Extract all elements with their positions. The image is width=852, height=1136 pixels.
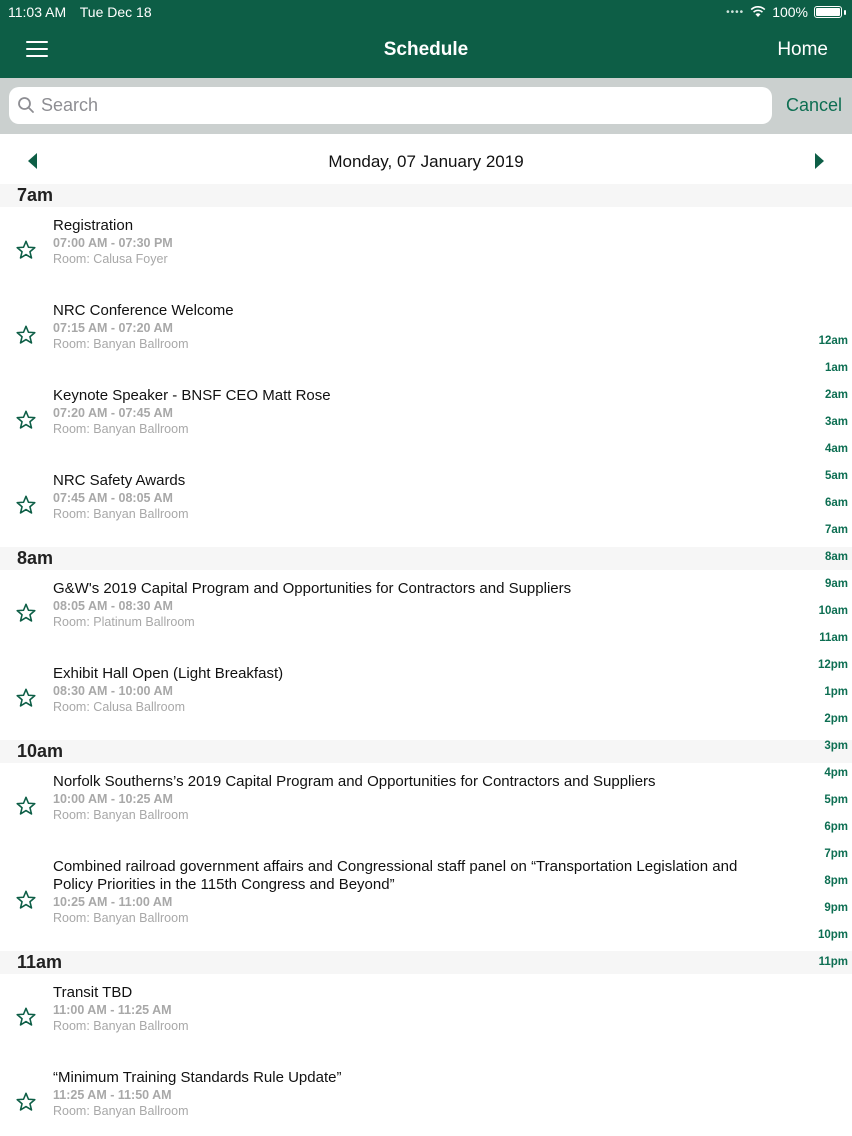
hour-index-item[interactable]: 6am — [824, 497, 848, 509]
hour-index-item[interactable]: 3am — [824, 416, 848, 428]
battery-icon — [814, 6, 842, 18]
session-room: Room: Banyan Ballroom — [53, 422, 189, 436]
session-text — [53, 665, 772, 715]
hour-index-item[interactable]: 5am — [824, 470, 848, 482]
hour-index-item[interactable]: 7pm — [824, 848, 848, 860]
session-room: Room: Banyan Ballroom — [53, 507, 189, 521]
favorite-star-icon[interactable] — [15, 1006, 37, 1028]
session-title: Norfolk Southerns’s 2019 Capital Program and Opportunities for Contractors and Suppliers — [53, 773, 656, 790]
hour-index-item[interactable]: 11pm — [818, 956, 848, 968]
favorite-star-icon[interactable] — [15, 324, 37, 346]
session-title: “Minimum Training Standards Rule Update” — [53, 1069, 342, 1086]
page-title: Schedule — [383, 39, 469, 60]
session-room: Room: Banyan Ballroom — [53, 337, 189, 351]
session-row[interactable] — [0, 974, 852, 1059]
hour-index-item[interactable]: 10pm — [817, 929, 848, 941]
session-row[interactable] — [0, 207, 852, 292]
session-row[interactable] — [0, 763, 852, 848]
favorite-star-icon[interactable] — [15, 889, 37, 911]
status-date: Tue Dec 18 — [79, 4, 152, 20]
section-header-10am: 10am — [0, 740, 852, 763]
section-header-11am: 11am — [0, 951, 852, 974]
session-text — [53, 858, 772, 926]
session-room: Room: Banyan Ballroom — [53, 911, 189, 925]
session-text — [53, 580, 772, 630]
session-time: 08:05 AM - 08:30 AM — [53, 599, 173, 613]
session-time: 10:25 AM - 11:00 AM — [53, 895, 173, 909]
hour-index-item[interactable]: 3pm — [824, 740, 848, 752]
hour-index-item[interactable]: 2am — [824, 389, 848, 401]
schedule-list[interactable] — [0, 184, 852, 1136]
session-room: Room: Banyan Ballroom — [53, 808, 189, 822]
hour-index-item[interactable]: 2pm — [824, 713, 848, 725]
hour-index-item[interactable]: 8pm — [824, 875, 848, 887]
session-text — [53, 217, 772, 267]
session-time: 11:00 AM - 11:25 AM — [53, 1003, 172, 1017]
session-row[interactable] — [0, 848, 852, 951]
hour-index-item[interactable]: 6pm — [824, 821, 848, 833]
favorite-star-icon[interactable] — [15, 795, 37, 817]
session-title: G&W's 2019 Capital Program and Opportunities for Contractors and Suppliers — [53, 580, 572, 597]
session-text — [53, 984, 772, 1034]
session-row[interactable] — [0, 462, 852, 547]
hour-index-item[interactable]: 5pm — [824, 794, 848, 806]
session-room: Room: Calusa Ballroom — [53, 700, 185, 714]
session-text — [53, 472, 772, 522]
hour-index-item[interactable]: 4pm — [824, 767, 848, 779]
search-input[interactable] — [9, 87, 772, 124]
session-text — [53, 773, 772, 823]
search-bar — [0, 78, 852, 134]
favorite-star-icon[interactable] — [15, 687, 37, 709]
status-bar — [0, 4, 852, 22]
search-icon — [17, 96, 35, 114]
session-text — [53, 1069, 772, 1119]
session-row[interactable] — [0, 292, 852, 377]
session-title: NRC Conference Welcome — [53, 302, 234, 319]
session-title: Transit TBD — [53, 984, 133, 1001]
hour-index-item[interactable]: 12am — [818, 335, 848, 347]
session-title: Keynote Speaker - BNSF CEO Matt Rose — [53, 387, 331, 404]
hour-index-item[interactable]: 1pm — [824, 686, 848, 698]
battery-percent: 100% — [772, 4, 808, 20]
hour-index-item[interactable]: 10am — [818, 605, 848, 617]
session-row[interactable] — [0, 1059, 852, 1136]
date-navigator — [0, 134, 852, 186]
session-text — [53, 302, 772, 352]
session-time: 11:25 AM - 11:50 AM — [53, 1088, 172, 1102]
section-header-7am: 7am — [0, 184, 852, 207]
session-room: Room: Calusa Foyer — [53, 252, 168, 266]
hour-index-item[interactable]: 1am — [824, 362, 848, 374]
hour-index-item[interactable]: 12pm — [817, 659, 848, 671]
hour-index-item[interactable]: 9am — [824, 578, 848, 590]
favorite-star-icon[interactable] — [15, 494, 37, 516]
session-row[interactable] — [0, 570, 852, 655]
hour-index[interactable] — [808, 332, 848, 980]
session-room: Room: Platinum Ballroom — [53, 615, 195, 629]
next-day-arrow-icon[interactable] — [815, 153, 824, 169]
hour-index-item[interactable]: 9pm — [824, 902, 848, 914]
hour-index-item[interactable]: 7am — [824, 524, 848, 536]
session-title: Registration — [53, 217, 134, 234]
favorite-star-icon[interactable] — [15, 602, 37, 624]
session-text — [53, 387, 772, 437]
session-time: 07:00 AM - 07:30 PM — [53, 236, 173, 250]
current-date: Monday, 07 January 2019 — [328, 152, 524, 171]
cancel-button[interactable]: Cancel — [785, 95, 842, 115]
home-button[interactable]: Home — [777, 39, 828, 60]
favorite-star-icon[interactable] — [15, 1091, 37, 1113]
session-time: 10:00 AM - 10:25 AM — [53, 792, 173, 806]
hour-index-item[interactable]: 4am — [824, 443, 848, 455]
favorite-star-icon[interactable] — [15, 239, 37, 261]
session-title: Combined railroad government affairs and Congressional staff panel on “Transportation Legislation and Policy Priorities in the 115th Congress and Beyond” — [53, 858, 738, 893]
session-title: NRC Safety Awards — [53, 472, 186, 489]
session-time: 07:20 AM - 07:45 AM — [53, 406, 173, 420]
favorite-star-icon[interactable] — [15, 409, 37, 431]
wifi-icon — [750, 6, 766, 18]
app-header — [0, 0, 852, 78]
search-placeholder: Search — [41, 95, 99, 115]
session-row[interactable] — [0, 655, 852, 740]
session-row[interactable] — [0, 377, 852, 462]
hour-index-item[interactable]: 8am — [824, 551, 848, 563]
session-time: 07:45 AM - 08:05 AM — [53, 491, 173, 505]
session-room: Room: Banyan Ballroom — [53, 1104, 189, 1118]
hour-index-item[interactable]: 11am — [819, 632, 848, 644]
session-time: 07:15 AM - 07:20 AM — [53, 321, 173, 335]
session-title: Exhibit Hall Open (Light Breakfast) — [53, 665, 284, 682]
signal-dots-icon: •••• — [726, 6, 745, 18]
session-room: Room: Banyan Ballroom — [53, 1019, 189, 1033]
navigation-bar — [0, 26, 852, 78]
status-time: 11:03 AM — [8, 4, 67, 20]
session-time: 08:30 AM - 10:00 AM — [53, 684, 173, 698]
section-header-8am: 8am — [0, 547, 852, 570]
